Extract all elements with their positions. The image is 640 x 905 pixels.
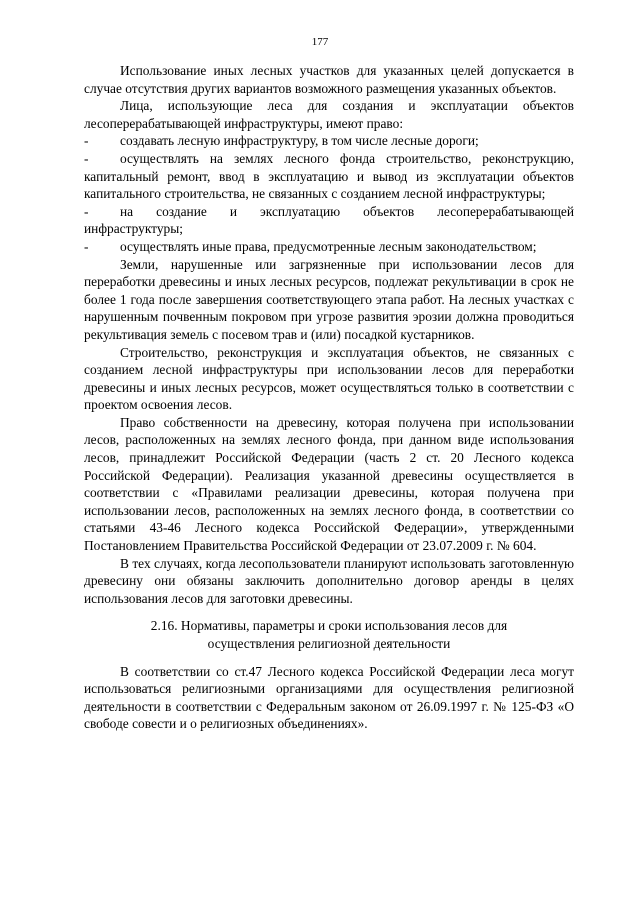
bullet-text: создавать лесную инфраструктуру, в том числе лесные дороги; [120,133,479,149]
section-heading-line-1: 2.16. Нормативы, параметры и сроки использования лесов для [150,618,508,634]
bullet-item [84,238,574,256]
bullet-text: осуществлять иные права, предусмотренные лесным законодательством; [120,238,537,254]
paragraphs-before-heading [84,62,574,607]
bullet-item [84,203,574,238]
bullet-item [84,132,574,150]
page-content [84,62,574,733]
section-heading [114,617,544,652]
paragraph: Право собственности на древесину, которая получена при использовании лесов, расположенных на землях лесного фонда, при данном виде использования лесов, принадлежит Российской Федерации (часть 2 ст. 20 Лесного кодекса Российской Федерации). Реализация указанной древесины осуществляется в соответствии с «Правилами реализации древесины, которая получена при использовании лесов, расположенных на землях лесного фонда, в соответствии со статьями 43-46 Лесного кодекса Российской Федерации», утвержденными Постановлением Правительства Российской Федерации от 23.07.2009 г. № 604. [84,414,574,554]
bullet-text: осуществлять на землях лесного фонда строительство, реконструкцию, капитальный ремонт, ввод в эксплуатацию и вывод из эксплуатации объектов капитального строительства, не связанных с созданием лесной инфраструктуры; [84,150,574,202]
bullet-item [84,150,574,203]
bullet-dash: - [84,203,89,219]
bullet-dash: - [84,133,89,149]
paragraph: Лица, использующие леса для создания и эксплуатации объектов лесоперерабатывающей инфраструктуры, имеют право: [84,98,574,131]
paragraph: Строительство, реконструкция и эксплуатация объектов, не связанных с созданием лесной инфраструктуры при использовании лесов для переработки древесины и иных лесных ресурсов, может осуществляться только в соответствии с проектом освоения лесов. [84,344,574,413]
paragraphs-after-heading [84,663,574,733]
paragraph: Земли, нарушенные или загрязненные при использовании лесов для переработки древесины и иных лесных ресурсов, подлежат рекультивации в срок не более 1 года после завершения соответствующего этапа работ. На лесных участках с нарушенным почвенным покровом при угрозе развития эрозии должна проводиться рекультивация земель с посевом трав и (или) посадкой кустарников. [84,256,574,342]
bullet-dash: - [84,238,89,254]
paragraph: В соответствии со ст.47 Лесного кодекса Российской Федерации леса могут использоваться религиозными организациями для осуществления религиозной деятельности в соответствии с Федеральным законом от 26.09.1997 г. № 125-ФЗ «О свободе совести и о религиозных объединениях». [84,663,574,732]
paragraph: В тех случаях, когда лесопользователи планируют использовать заготовленную древесину они обязаны заключить дополнительно договор аренды в целях использования лесов для заготовки древесины. [84,555,574,606]
section-heading-line-2: осуществления религиозной деятельности [207,636,451,651]
page-number: 177 [311,36,329,48]
bullet-dash: - [84,150,89,166]
paragraph: Использование иных лесных участков для указанных целей допускается в случае отсутствия других вариантов возможного размещения указанных объектов. [84,63,574,96]
bullet-text: на создание и эксплуатацию объектов лесоперерабатывающей инфраструктуры; [84,203,574,237]
